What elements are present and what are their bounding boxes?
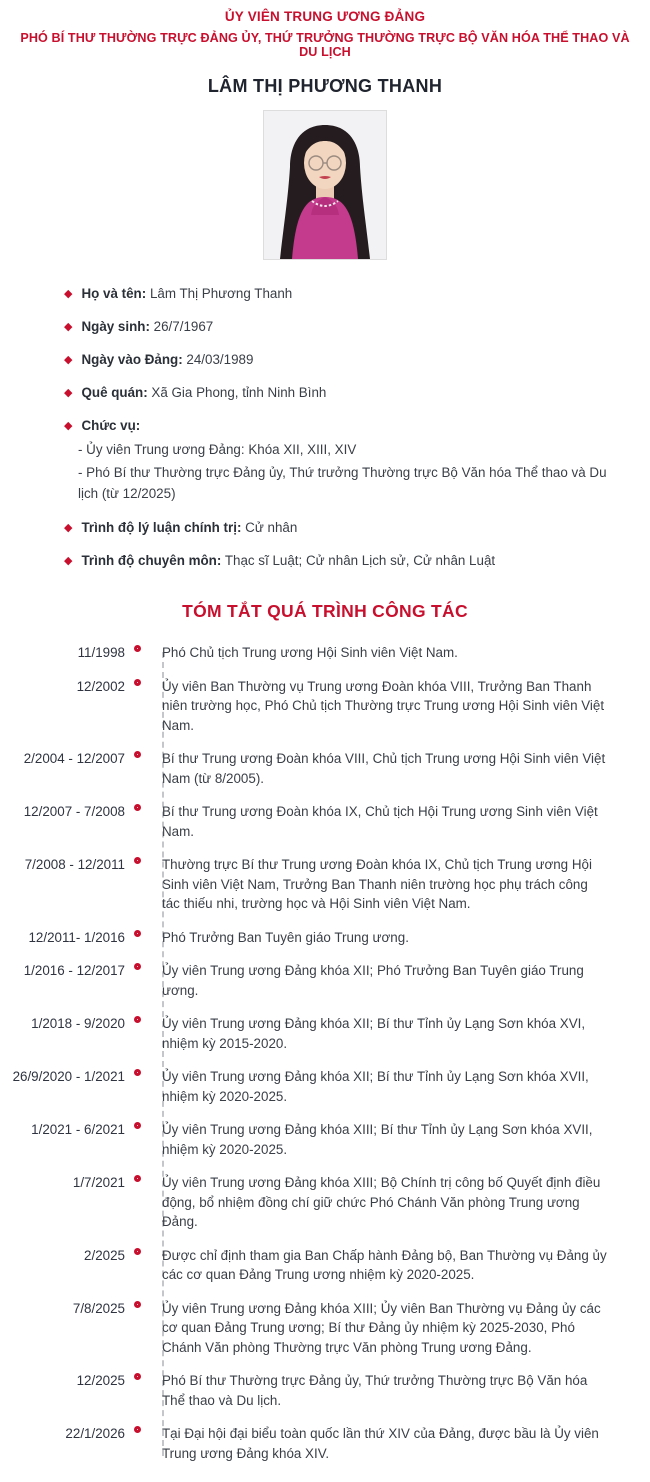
timeline-date: 1/2021 - 6/2021: [31, 1122, 125, 1138]
timeline-description: Thường trực Bí thư Trung ương Đoàn khóa IX, Chủ tịch Trung ương Hội Sinh viên Việt Nam, Trưởng Ban Thanh niên trường học phụ trách công tác thiếu nhi, trường học và Hội Sinh viên Việt Nam.: [162, 857, 592, 912]
timeline-marker-icon: [134, 1373, 141, 1380]
timeline-marker-column: [133, 854, 149, 914]
profile-value: Lâm Thị Phương Thanh: [149, 286, 293, 301]
timeline-description: Phó Trưởng Ban Tuyên giáo Trung ương.: [162, 929, 409, 945]
timeline-marker-column: [133, 748, 149, 788]
profile-sub-line: - Ủy viên Trung ương Đảng: Khóa XII, XIII, XIV: [78, 441, 357, 457]
portrait-illustration: [264, 111, 386, 259]
timeline-row: [0, 748, 650, 788]
profile-label: Ngày vào Đảng:: [81, 352, 183, 368]
timeline-marker-icon: [134, 1175, 141, 1182]
timeline-marker-icon: [134, 1248, 141, 1255]
profile-value: 26/7/1967: [153, 319, 214, 335]
timeline-row: [0, 1298, 650, 1358]
timeline-marker-column: [133, 642, 149, 663]
timeline-row: [0, 1423, 650, 1463]
diamond-bullet-icon: ◆: [64, 288, 73, 300]
timeline-marker-column: [133, 1172, 149, 1232]
timeline-description: Ủy viên Trung ương Đảng khóa XIII; Bí thư Tỉnh ủy Lạng Sơn khóa XVII, nhiệm kỳ 2020-2025.: [162, 1122, 593, 1157]
timeline-row: [0, 801, 650, 841]
timeline-description: Được chỉ định tham gia Ban Chấp hành Đảng bộ, Ban Thường vụ Đảng ủy các cơ quan Đảng Trung ương nhiệm kỳ 2020-2025.: [162, 1247, 607, 1283]
timeline-row: [0, 642, 650, 663]
profile-sub-line: - Phó Bí thư Thường trực Đảng ủy, Thứ trưởng Thường trực Bộ Văn hóa Thể thao và Du lịch (từ 12/2025): [78, 465, 607, 502]
timeline-description: Bí thư Trung ương Đoàn khóa IX, Chủ tịch Hội Trung ương Sinh viên Việt Nam.: [162, 804, 598, 839]
timeline-marker-column: [133, 1370, 149, 1410]
timeline-marker-icon: [134, 751, 141, 758]
timeline-description: Phó Chủ tịch Trung ương Hội Sinh viên Việt Nam.: [162, 645, 458, 661]
timeline-description: Ủy viên Trung ương Đảng khóa XII; Bí thư Tỉnh ủy Lạng Sơn khóa XVI, nhiệm kỳ 2015-2020.: [162, 1016, 586, 1051]
timeline-row: [0, 1119, 650, 1159]
timeline-description: Bí thư Trung ương Đoàn khóa VIII, Chủ tịch Trung ương Hội Sinh viên Việt Nam (từ 8/2005).: [162, 751, 606, 786]
timeline-title: TÓM TẮT QUÁ TRÌNH CÔNG TÁC: [182, 601, 468, 622]
timeline-marker-column: [133, 1245, 149, 1285]
profile-item: [64, 551, 612, 571]
timeline-date: 26/9/2020 - 1/2021: [12, 1069, 125, 1085]
timeline-marker-icon: [134, 679, 141, 686]
timeline-description: Tại Đại hội đại biểu toàn quốc lần thứ XIV của Đảng, được bầu là Ủy viên Trung ương Đảng khóa XIV.: [162, 1426, 599, 1461]
diamond-bullet-icon: ◆: [64, 521, 73, 534]
profile-label: Quê quán:: [81, 385, 148, 401]
timeline-row: [0, 960, 650, 1000]
diamond-bullet-icon: ◆: [64, 420, 73, 433]
timeline-row: [0, 927, 650, 948]
timeline-date: 1/2018 - 9/2020: [31, 1016, 125, 1032]
profile-label: Trình độ lý luận chính trị:: [81, 519, 242, 535]
timeline-row: [0, 1066, 650, 1106]
diamond-bullet-icon: ◆: [64, 321, 73, 334]
timeline-date: 12/2025: [76, 1373, 125, 1389]
timeline-marker-icon: [134, 963, 141, 970]
timeline-marker-icon: [134, 1301, 141, 1308]
timeline-marker-column: [133, 1423, 149, 1463]
timeline-marker-icon: [134, 857, 141, 864]
title-line-1: ỦY VIÊN TRUNG ƯƠNG ĐẢNG: [224, 9, 426, 24]
timeline-row: [0, 676, 650, 736]
timeline-marker-icon: [134, 804, 141, 811]
timeline-date: 2/2004 - 12/2007: [23, 751, 125, 767]
header: [0, 0, 650, 97]
timeline-description: Ủy viên Trung ương Đảng khóa XIII; Ủy viên Ban Thường vụ Đảng ủy các cơ quan Đảng Trung ương; Bí thư Đảng ủy nhiệm kỳ 2025-2030, Phó Chánh Văn phòng Thường trực Văn phòng Trung ương Đảng.: [162, 1300, 601, 1355]
title-line-2: PHÓ BÍ THƯ THƯỜNG TRỰC ĐẢNG ỦY, THỨ TRƯỞNG THƯỜNG TRỰC BỘ VĂN HÓA THỂ THAO VÀ DU LỊCH: [20, 31, 630, 59]
timeline-marker-icon: [134, 930, 141, 937]
timeline-row: [0, 1013, 650, 1053]
timeline-marker-column: [133, 801, 149, 841]
profile-list: [64, 284, 612, 571]
timeline-date: 12/2007 - 7/2008: [23, 804, 125, 820]
portrait-photo: [263, 110, 387, 260]
timeline-description: Ủy viên Trung ương Đảng khóa XIII; Bộ Chính trị công bố Quyết định điều động, bổ nhiệm đồng chí giữ chức Phó Chánh Văn phòng Trung ương Đảng.: [162, 1175, 601, 1230]
timeline-marker-icon: [134, 1069, 141, 1076]
timeline-marker-icon: [134, 645, 141, 652]
timeline-marker-icon: [134, 1122, 141, 1129]
timeline-marker-column: [133, 927, 149, 948]
profile-value: Xã Gia Phong, tỉnh Ninh Bình: [151, 385, 327, 401]
person-name: LÂM THỊ PHƯƠNG THANH: [207, 76, 443, 96]
timeline-date: 11/1998: [77, 645, 125, 661]
timeline-date: 7/8/2025: [72, 1300, 125, 1316]
profile-label: Họ và tên:: [81, 286, 147, 301]
profile-item: [64, 383, 612, 403]
timeline-date: 12/2002: [76, 678, 125, 694]
timeline-date: 2/2025: [84, 1247, 125, 1263]
timeline-marker-column: [133, 1298, 149, 1358]
profile-value: Cử nhân: [245, 519, 298, 535]
timeline-date: 1/2016 - 12/2017: [23, 963, 125, 979]
timeline-marker-column: [133, 1066, 149, 1106]
profile-label: Ngày sinh:: [81, 319, 150, 335]
timeline-date: 12/2011- 1/2016: [28, 929, 125, 945]
timeline-marker-icon: [134, 1016, 141, 1023]
timeline-marker-column: [133, 960, 149, 1000]
timeline-row: [0, 1370, 650, 1410]
profile-item: [64, 350, 612, 370]
profile-item: [64, 317, 612, 337]
diamond-bullet-icon: ◆: [64, 354, 73, 367]
timeline-row: [0, 854, 650, 914]
timeline-marker-icon: [134, 1426, 141, 1433]
timeline-marker-column: [133, 676, 149, 736]
timeline-date: 1/7/2021: [72, 1175, 125, 1191]
timeline-marker-column: [133, 1013, 149, 1053]
profile-label: Trình độ chuyên môn:: [81, 552, 222, 568]
profile-item: [64, 518, 612, 538]
timeline-description: Ủy viên Trung ương Đảng khóa XII; Phó Trưởng Ban Tuyên giáo Trung ương.: [162, 963, 584, 998]
profile-item: [64, 416, 612, 504]
profile-item: [64, 284, 612, 304]
timeline-description: Ủy viên Trung ương Đảng khóa XII; Bí thư Tỉnh ủy Lạng Sơn khóa XVII, nhiệm kỳ 2020-2025.: [162, 1069, 589, 1104]
career-timeline: [0, 642, 650, 1482]
timeline-description: Ủy viên Ban Thường vụ Trung ương Đoàn khóa VIII, Trưởng Ban Thanh niên trường học, Phó Chủ tịch Thường trực Trung ương Hội Sinh viên Việt Nam.: [162, 678, 605, 733]
diamond-bullet-icon: ◆: [64, 387, 73, 400]
timeline-description: Phó Bí thư Thường trực Đảng ủy, Thứ trưởng Thường trực Bộ Văn hóa Thể thao và Du lịch.: [162, 1373, 588, 1408]
profile-label: Chức vụ:: [81, 418, 141, 434]
timeline-row: [0, 1172, 650, 1232]
timeline-date: 22/1/2026: [65, 1426, 125, 1442]
timeline-marker-column: [133, 1119, 149, 1159]
timeline-date: 7/2008 - 12/2011: [24, 857, 125, 873]
profile-value: 24/03/1989: [186, 352, 254, 368]
diamond-bullet-icon: ◆: [64, 554, 73, 567]
profile-value: Thạc sĩ Luật; Cử nhân Lịch sử, Cử nhân Luật: [224, 552, 496, 568]
timeline-row: [0, 1245, 650, 1285]
